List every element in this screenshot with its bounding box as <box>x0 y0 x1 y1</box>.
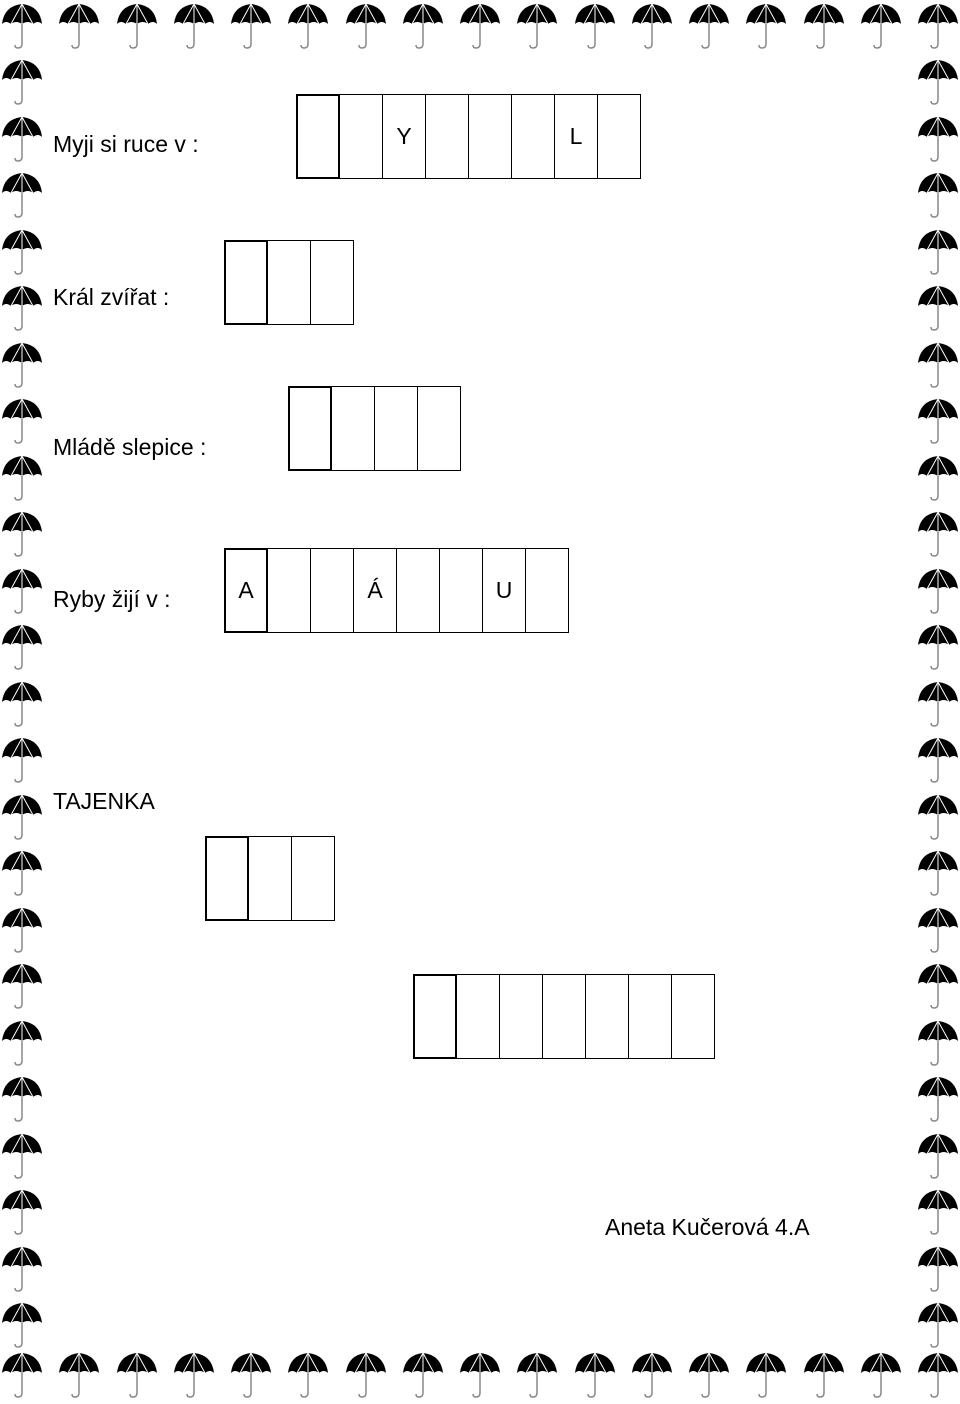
umbrella-icon <box>0 621 44 671</box>
umbrella-icon <box>0 734 44 784</box>
letter-cell[interactable] <box>542 974 586 1059</box>
umbrella-icon <box>916 226 960 276</box>
umbrella-icon <box>57 0 101 50</box>
umbrella-icon <box>744 1349 788 1399</box>
umbrella-icon <box>0 452 44 502</box>
umbrella-icon <box>687 0 731 50</box>
umbrella-icon <box>916 282 960 332</box>
letter-cell[interactable] <box>374 386 418 471</box>
letter-cell[interactable]: L <box>554 94 598 179</box>
secret-grid-word-2 <box>413 974 715 1059</box>
letter-cell[interactable]: U <box>482 548 526 633</box>
umbrella-icon <box>0 0 44 50</box>
umbrella-icon <box>630 0 674 50</box>
answer-grid-1 <box>296 94 641 179</box>
letter-cell[interactable] <box>339 94 383 179</box>
umbrella-icon <box>344 1349 388 1399</box>
umbrella-icon <box>401 0 445 50</box>
umbrella-icon <box>916 169 960 219</box>
umbrella-icon <box>859 0 903 50</box>
letter-cell[interactable] <box>585 974 629 1059</box>
umbrella-icon <box>344 0 388 50</box>
letter-cell[interactable] <box>456 974 500 1059</box>
secret-letter-cell[interactable]: A <box>224 548 268 633</box>
umbrella-icon <box>229 1349 273 1399</box>
clue-2-label: Král zvířat : <box>53 284 170 310</box>
letter-cell[interactable] <box>511 94 555 179</box>
letter-cell[interactable] <box>310 548 354 633</box>
answer-grid-3 <box>288 386 461 471</box>
secret-letter-cell[interactable] <box>296 94 340 179</box>
umbrella-icon <box>573 1349 617 1399</box>
letter-cell[interactable] <box>525 548 569 633</box>
umbrella-icon <box>573 0 617 50</box>
letter-cell[interactable] <box>499 974 543 1059</box>
umbrella-icon <box>515 1349 559 1399</box>
clue-1-label: Myji si ruce v : <box>53 131 199 157</box>
umbrella-icon <box>916 904 960 954</box>
secret-letter-cell[interactable] <box>413 974 457 1059</box>
umbrella-icon <box>0 508 44 558</box>
umbrella-icon <box>916 1299 960 1349</box>
umbrella-icon <box>0 904 44 954</box>
umbrella-icon <box>172 0 216 50</box>
umbrella-icon <box>0 339 44 389</box>
umbrella-icon <box>802 0 846 50</box>
clue-4-label: Ryby žijí v : <box>53 586 171 612</box>
umbrella-icon <box>0 1243 44 1293</box>
umbrella-icon <box>458 1349 502 1399</box>
umbrella-icon <box>916 1073 960 1123</box>
letter-cell[interactable] <box>628 974 672 1059</box>
umbrella-icon <box>916 508 960 558</box>
letter-cell[interactable] <box>468 94 512 179</box>
umbrella-icon <box>916 56 960 106</box>
umbrella-icon <box>630 1349 674 1399</box>
letter-cell[interactable]: Á <box>353 548 397 633</box>
umbrella-icon <box>0 1073 44 1123</box>
umbrella-icon <box>0 565 44 615</box>
secret-grid-word-1 <box>205 836 335 921</box>
letter-cell[interactable] <box>671 974 715 1059</box>
umbrella-icon <box>0 395 44 445</box>
clue-3-label: Mládě slepice : <box>53 434 207 460</box>
umbrella-icon <box>458 0 502 50</box>
letter-cell[interactable]: Y <box>382 94 426 179</box>
umbrella-icon <box>916 565 960 615</box>
umbrella-icon <box>687 1349 731 1399</box>
letter-cell[interactable] <box>597 94 641 179</box>
secret-letter-cell[interactable] <box>288 386 332 471</box>
umbrella-icon <box>0 1130 44 1180</box>
umbrella-icon <box>916 452 960 502</box>
letter-cell[interactable] <box>439 548 483 633</box>
answer-grid-4 <box>224 548 569 633</box>
umbrella-icon <box>0 226 44 276</box>
umbrella-icon <box>0 960 44 1010</box>
umbrella-icon <box>0 1017 44 1067</box>
umbrella-icon <box>515 0 559 50</box>
umbrella-icon <box>0 1349 44 1399</box>
umbrella-icon <box>57 1349 101 1399</box>
umbrella-icon <box>286 0 330 50</box>
author-signature: Aneta Kučerová 4.A <box>605 1214 810 1240</box>
umbrella-icon <box>0 282 44 332</box>
umbrella-icon <box>0 1299 44 1349</box>
umbrella-icon <box>916 1349 960 1399</box>
umbrella-icon <box>916 1017 960 1067</box>
umbrella-icon <box>744 0 788 50</box>
letter-cell[interactable] <box>248 836 292 921</box>
letter-cell[interactable] <box>331 386 375 471</box>
umbrella-icon <box>916 678 960 728</box>
umbrella-icon <box>115 1349 159 1399</box>
letter-cell[interactable] <box>267 548 311 633</box>
umbrella-icon <box>916 960 960 1010</box>
umbrella-icon <box>0 113 44 163</box>
letter-cell[interactable] <box>417 386 461 471</box>
umbrella-icon <box>916 339 960 389</box>
umbrella-icon <box>916 1130 960 1180</box>
umbrella-icon <box>916 734 960 784</box>
secret-label: TAJENKA <box>53 788 155 814</box>
letter-cell[interactable] <box>291 836 335 921</box>
letter-cell[interactable] <box>310 240 354 325</box>
umbrella-icon <box>0 1186 44 1236</box>
umbrella-icon <box>172 1349 216 1399</box>
umbrella-icon <box>229 0 273 50</box>
secret-letter-cell[interactable] <box>205 836 249 921</box>
umbrella-icon <box>916 113 960 163</box>
letter-cell[interactable] <box>425 94 469 179</box>
letter-cell[interactable] <box>267 240 311 325</box>
umbrella-icon <box>916 1186 960 1236</box>
umbrella-icon <box>916 621 960 671</box>
umbrella-icon <box>916 1243 960 1293</box>
letter-cell[interactable] <box>396 548 440 633</box>
umbrella-icon <box>0 791 44 841</box>
secret-letter-cell[interactable] <box>224 240 268 325</box>
umbrella-icon <box>0 169 44 219</box>
umbrella-icon <box>0 847 44 897</box>
umbrella-icon <box>802 1349 846 1399</box>
umbrella-icon <box>916 791 960 841</box>
umbrella-icon <box>115 0 159 50</box>
umbrella-icon <box>916 847 960 897</box>
umbrella-icon <box>859 1349 903 1399</box>
answer-grid-2 <box>224 240 354 325</box>
umbrella-icon <box>916 395 960 445</box>
umbrella-icon <box>916 0 960 50</box>
umbrella-icon <box>401 1349 445 1399</box>
umbrella-icon <box>0 56 44 106</box>
umbrella-icon <box>0 678 44 728</box>
umbrella-icon <box>286 1349 330 1399</box>
